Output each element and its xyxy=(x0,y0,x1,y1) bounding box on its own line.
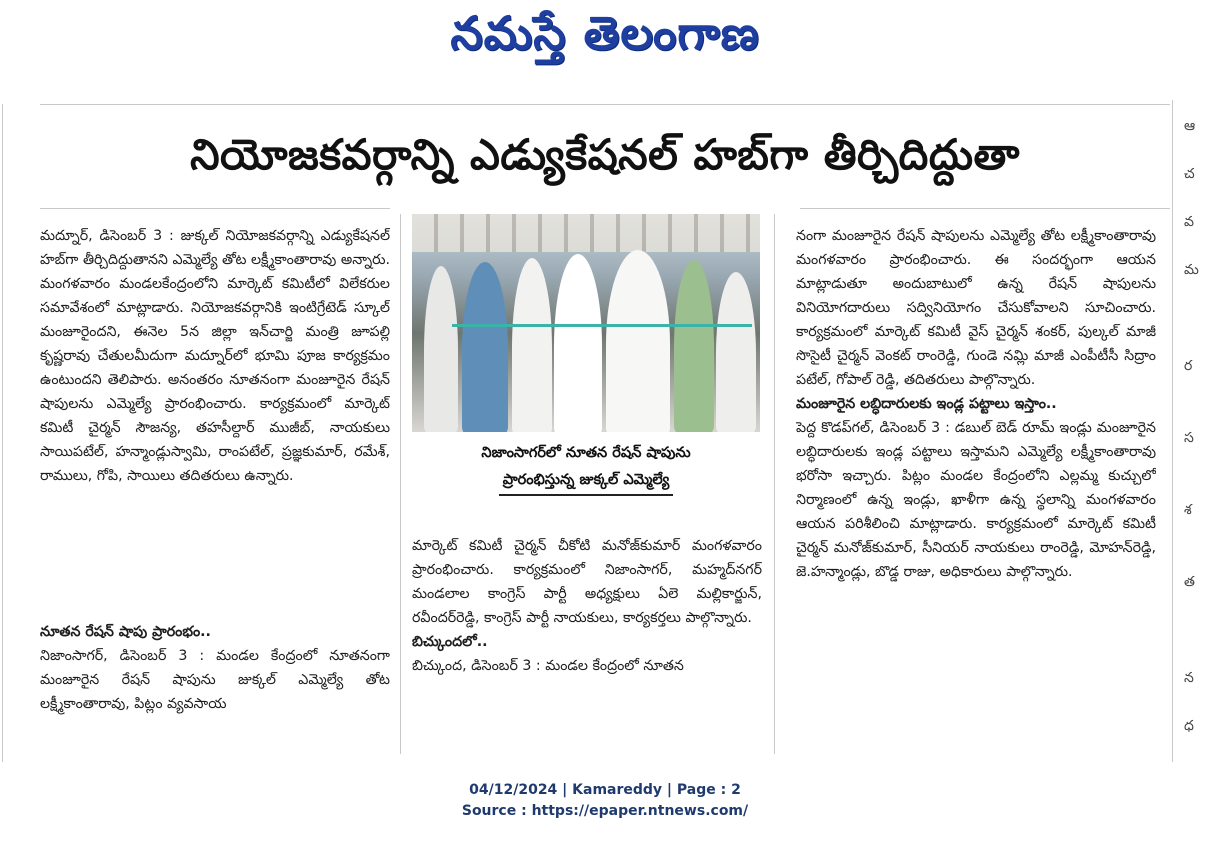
edge-glyph: ధ xyxy=(1184,718,1194,734)
column-1-sub xyxy=(40,620,390,740)
adjacent-article-edge xyxy=(1178,100,1210,760)
masthead xyxy=(0,0,1210,78)
footer-source-link[interactable]: Source : https://epaper.ntnews.com/ xyxy=(461,803,749,819)
headline-divider-right xyxy=(800,208,1170,209)
photo-person xyxy=(512,258,552,432)
article-clipping xyxy=(40,104,1170,762)
edge-glyph: శ xyxy=(1184,502,1192,518)
column-3 xyxy=(796,224,1156,744)
photo-person xyxy=(424,266,458,432)
newspaper-logo: నమస్తే తెలంగాణ xyxy=(450,6,760,60)
page-footer xyxy=(0,780,1210,822)
edge-glyph: ఆ xyxy=(1184,118,1196,134)
right-rule xyxy=(1172,100,1173,762)
photo-roof xyxy=(412,214,760,252)
column-1-body: మద్నూర్, డిసెంబర్ 3 : జుక్కల్ నియోజకవర్గాన్ని ఎడ్యుకేషనల్ హబ్‌గా తీర్చిదిద్దుతానని ఎమ్మెల్యే తోట లక్ష్మీకాంతారావు అన్నారు. మంగళవారం మండలకేంద్రంలోని మార్కెట్ కమిటీలో విలేకరుల సమావేశంలో మాట్లాడారు. నియోజకవర్గానికి ఇంటిగ్రేటెడ్ స్కూల్ మంజూరైందని, ఈనెల 5న జిల్లా ఇన్‌చార్జి మంత్రి జూపల్లి కృష్ణరావు చేతులమీదుగా మద్నూర్‌లో భూమి పూజ కార్యక్రమం ఉంటుందని తెలిపారు. అనంతరం నూతనంగా మంజూరైన రేషన్ షాపులను ఎమ్మెల్యే ప్రారంభించారు. కార్యక్రమంలో మార్కెట్ కమిటీ చైర్మన్ సౌజన్య, తహసీల్దార్ ముజీబ్, నాయకులు సాయిపటేల్, హన్మాండ్లుస్వామి, రాంపటేల్, ప్రజ్ఞకుమార్, రమేశ్, రాములు, గోపి, సాయిలు తదితరులు ఉన్నారు. xyxy=(40,228,390,484)
top-rule xyxy=(40,104,1170,105)
photo-ribbon xyxy=(452,324,752,327)
left-rule xyxy=(2,104,3,762)
edge-glyph: చ xyxy=(1184,166,1195,182)
edge-glyph: మ xyxy=(1184,262,1199,278)
photo-person xyxy=(674,260,714,432)
column-3-continued: పెద్ద కొడప్‌గల్, డిసెంబర్ 3 : డబుల్ బెడ్ రూమ్ ఇండ్లు మంజూరైన లబ్ధిదారులకు ఇండ్ల పట్టాలు ఇస్తామని ఎమ్మెల్యే లక్ష్మీకాంతారావు భరోసా ఇచ్చారు. పిట్లం మండల కేంద్రంలోని ఎల్లమ్మ కుచ్చులో నిర్మాణంలో ఉన్న ఇండ్లు, ఖాళీగా ఉన్న స్థలాన్ని మంగళవారం ఆయన పరిశీలించి మాట్లాడారు. కార్యక్రమంలో మార్కెట్ కమిటీ చైర్మన్ మనోజ్‌కుమార్, సీనియర్ నాయకులు రాంరెడ్డి, మోహన్‌రెడ్డి, జె.హన్మాండ్లు, బొడ్డ రాజు, అధికారులు పాల్గొన్నారు. xyxy=(796,420,1156,580)
column-1-continued: నిజాంసాగర్, డిసెంబర్ 3 : మండల కేంద్రంలో నూతనంగా మంజూరైన రేషన్ షాపును జుక్కల్ ఎమ్మెల్యే తోట లక్ష్మీకాంతారావు, పిట్లం వ్యవసాయ xyxy=(40,648,390,712)
edge-glyph: ర xyxy=(1184,358,1193,374)
edge-glyph: న xyxy=(1184,670,1194,686)
edge-glyph: వ xyxy=(1184,214,1194,230)
article-headline: నియోజకవర్గాన్ని ఎడ్యుకేషనల్ హబ్‌గా తీర్చిదిద్దుతా xyxy=(190,130,1020,179)
photo-caption xyxy=(412,440,760,496)
column-2-body: మార్కెట్ కమిటీ చైర్మన్ చీకోటి మనోజ్‌కుమార్ మంగళవారం ప్రారంభించారు. కార్యక్రమంలో నిజాంసాగర్, మహ్మద్‌నగర్ మండలాల కాంగ్రెస్ పార్టీ అధ్యక్షులు ఏలె మల్లికార్జున్, రవీందర్‌రెడ్డి, కాంగ్రెస్ పార్టీ నాయకులు, కార్యకర్తలు పాల్గొన్నారు. xyxy=(412,538,762,626)
headline-divider-left xyxy=(40,208,390,209)
photo-person xyxy=(554,254,602,432)
column-1 xyxy=(40,224,390,644)
edge-glyph: స xyxy=(1184,430,1194,446)
photo-caption-line-2: ప్రారంభిస్తున్న జుక్కల్ ఎమ్మెల్యే xyxy=(499,467,674,496)
subheading-house-pattas: మంజూరైన లబ్ధిదారులకు ఇండ్ల పట్టాలు ఇస్తాం.. xyxy=(796,396,1057,412)
photo-person xyxy=(606,250,670,432)
column-3-body: నంగా మంజూరైన రేషన్ షాపులను ఎమ్మెల్యే తోట లక్ష్మీకాంతారావు మంగళవారం ప్రారంభించారు. ఈ సందర్భంగా ఆయన మాట్లాడుతూ అందుబాటులో ఉన్న రేషన్ షాపులను వినియోగదారులు సద్వినియోగం చేసుకోవాలని సూచించారు. కార్యక్రమంలో మార్కెట్ కమిటీ వైస్ చైర్మన్ శంకర్, పుల్కల్ మాజీ సొసైటీ చైర్మన్ వెంకట్ రాంరెడ్డి, గుండె నమ్లి మాజీ ఎంపీటీసీ సిద్రాం పటేల్, గోపాల్ రెడ్డి, తదితరులు పాల్గొన్నారు. xyxy=(796,228,1156,388)
column-2-continued: బిచ్కుంద, డిసెంబర్ 3 : మండల కేంద్రంలో నూతన xyxy=(412,658,684,674)
column-divider-2 xyxy=(774,214,775,754)
edge-glyph: త xyxy=(1184,574,1195,590)
subheading-ration-shop: నూతన రేషన్ షాపు ప్రారంభం.. xyxy=(40,624,211,640)
footer-date-page: 04/12/2024 | Kamareddy | Page : 2 xyxy=(469,782,741,798)
column-divider-1 xyxy=(400,214,401,754)
subheading-bichkunda: బిచ్కుందలో.. xyxy=(412,634,488,650)
photo-caption-line-1: నిజాంసాగర్‌లో నూతన రేషన్ షాపును xyxy=(481,445,691,461)
photo-person xyxy=(462,262,508,432)
photo-person xyxy=(716,272,756,432)
column-2 xyxy=(412,534,762,744)
article-photo xyxy=(412,214,760,432)
